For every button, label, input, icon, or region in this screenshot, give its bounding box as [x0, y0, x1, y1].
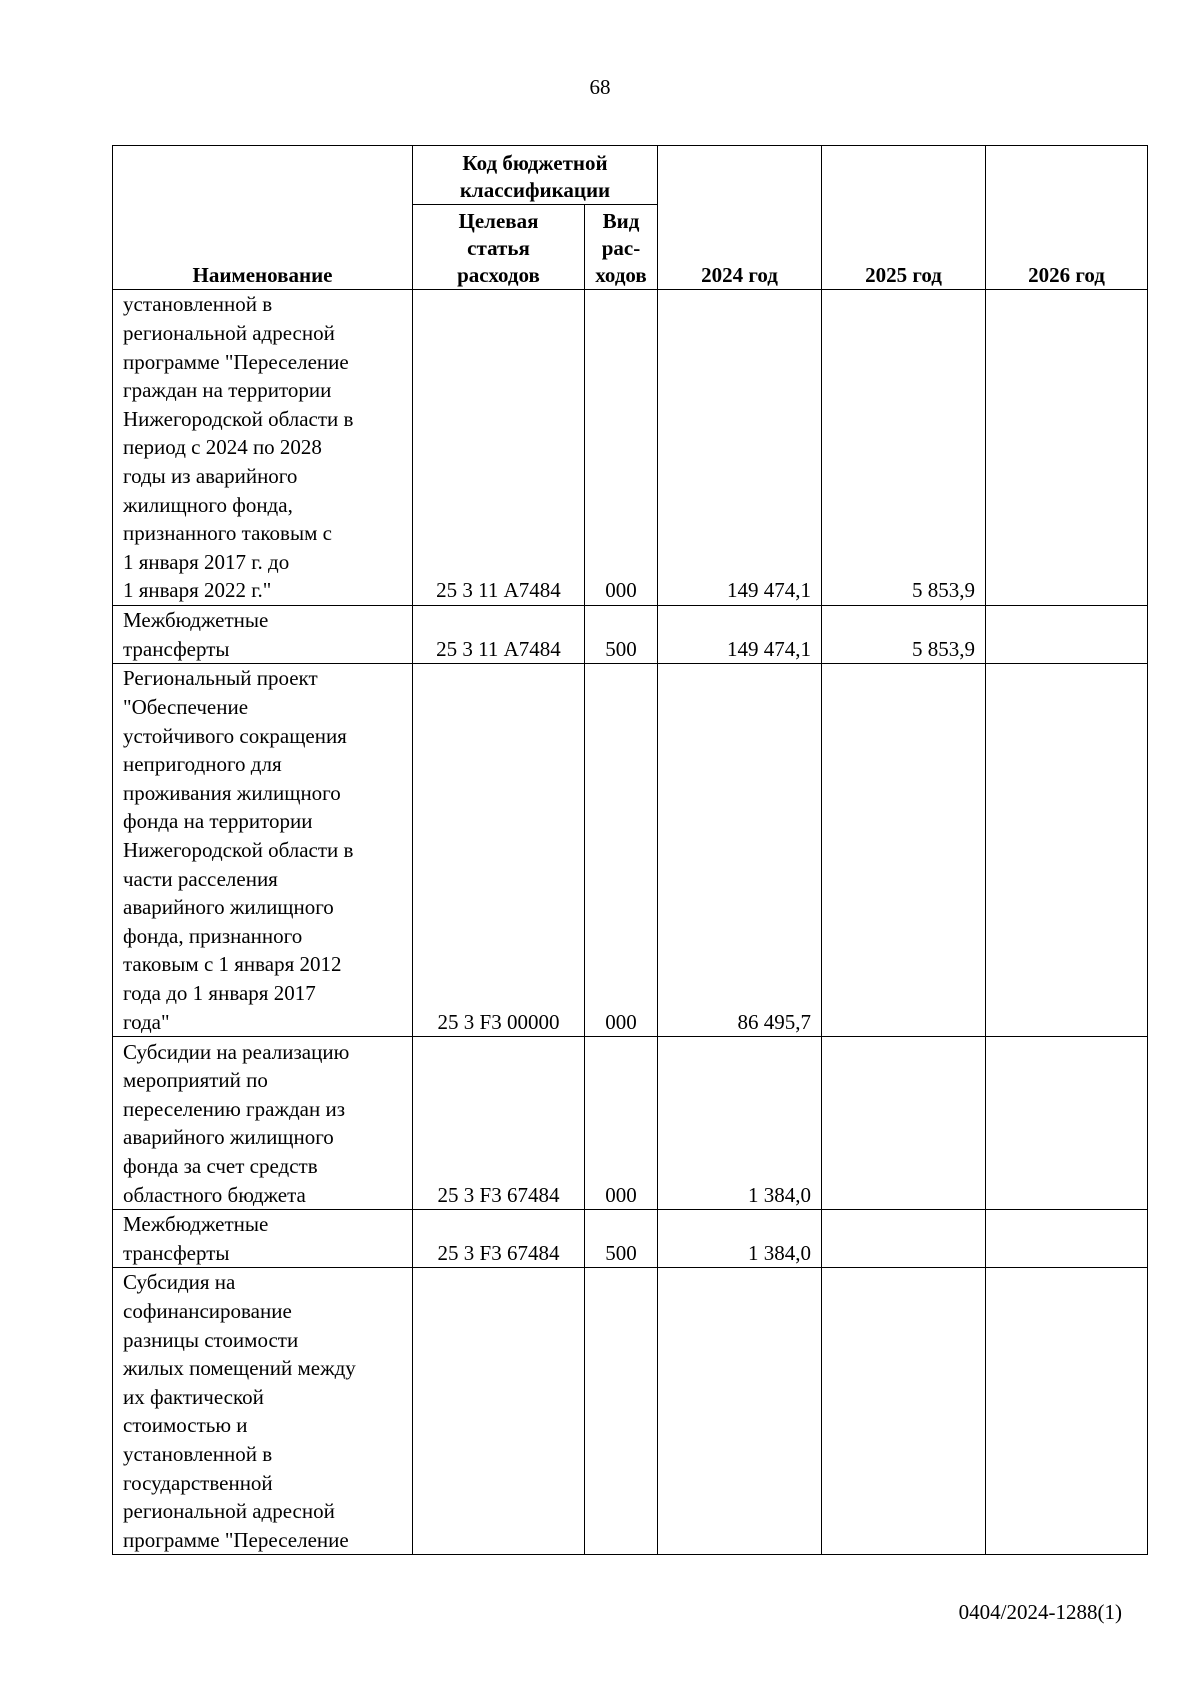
- row-target-item: [413, 1268, 585, 1555]
- table-row: [113, 606, 1148, 664]
- row-2025: 5 853,9: [822, 606, 986, 664]
- row-name: установленной в региональной адресной программе "Переселение граждан на территории Нижегородской области в период с 2024 по 2028 годы из аварийного жилищного фонда, признанного таковым с 1 января 2017 г. до 1 января 2022 г.": [113, 290, 413, 606]
- row-2024: 149 474,1: [658, 290, 822, 606]
- table-row: [113, 1037, 1148, 1210]
- row-2026: [986, 290, 1148, 606]
- header-2025: 2025 год: [822, 146, 986, 290]
- row-target-item: 25 3 F3 67484: [413, 1210, 585, 1268]
- row-2025: [822, 1210, 986, 1268]
- row-2024: 149 474,1: [658, 606, 822, 664]
- row-expense-kind: 500: [585, 606, 658, 664]
- row-name: Межбюджетные трансферты: [113, 606, 413, 664]
- table-row: [113, 664, 1148, 1037]
- row-expense-kind: 000: [585, 664, 658, 1037]
- row-target-item: 25 3 11 А7484: [413, 290, 585, 606]
- row-2026: [986, 1037, 1148, 1210]
- header-expense-kind: Вид рас- ходов: [585, 205, 658, 290]
- row-name: Межбюджетные трансферты: [113, 1210, 413, 1268]
- row-name: Субсидия на софинансирование разницы стоимости жилых помещений между их фактической стоимостью и установленной в государственной региональной адресной программе "Переселение: [113, 1268, 413, 1555]
- header-code-group: Код бюджетной классификации: [413, 146, 658, 205]
- row-2026: [986, 606, 1148, 664]
- row-name: Субсидии на реализацию мероприятий по переселению граждан из аварийного жилищного фонда за счет средств областного бюджета: [113, 1037, 413, 1210]
- row-expense-kind: 000: [585, 1037, 658, 1210]
- row-2024: 1 384,0: [658, 1210, 822, 1268]
- row-target-item: 25 3 F3 67484: [413, 1037, 585, 1210]
- row-2024: 86 495,7: [658, 664, 822, 1037]
- table-row: [113, 290, 1148, 606]
- row-expense-kind: 500: [585, 1210, 658, 1268]
- row-2025: [822, 1037, 986, 1210]
- header-2024: 2024 год: [658, 146, 822, 290]
- row-2024: [658, 1268, 822, 1555]
- header-target-item: Целевая статья расходов: [413, 205, 585, 290]
- row-2026: [986, 1268, 1148, 1555]
- row-2026: [986, 664, 1148, 1037]
- document-code: 0404/2024-1288(1): [958, 1600, 1122, 1624]
- row-expense-kind: 000: [585, 290, 658, 606]
- page-number: 68: [589, 75, 611, 99]
- row-target-item: 25 3 11 А7484: [413, 606, 585, 664]
- row-expense-kind: [585, 1268, 658, 1555]
- header-2026: 2026 год: [986, 146, 1148, 290]
- row-name: Региональный проект "Обеспечение устойчивого сокращения непригодного для проживания жилищного фонда на территории Нижегородской области в части расселения аварийного жилищного фонда, признанного таковым с 1 января 2012 года до 1 января 2017 года": [113, 664, 413, 1037]
- row-2025: 5 853,9: [822, 290, 986, 606]
- row-2026: [986, 1210, 1148, 1268]
- row-2025: [822, 1268, 986, 1555]
- header-name: Наименование: [113, 146, 413, 290]
- table-row: [113, 1210, 1148, 1268]
- table-row: [113, 1268, 1148, 1555]
- budget-table: [112, 145, 1148, 1555]
- row-2025: [822, 664, 986, 1037]
- row-target-item: 25 3 F3 00000: [413, 664, 585, 1037]
- row-2024: 1 384,0: [658, 1037, 822, 1210]
